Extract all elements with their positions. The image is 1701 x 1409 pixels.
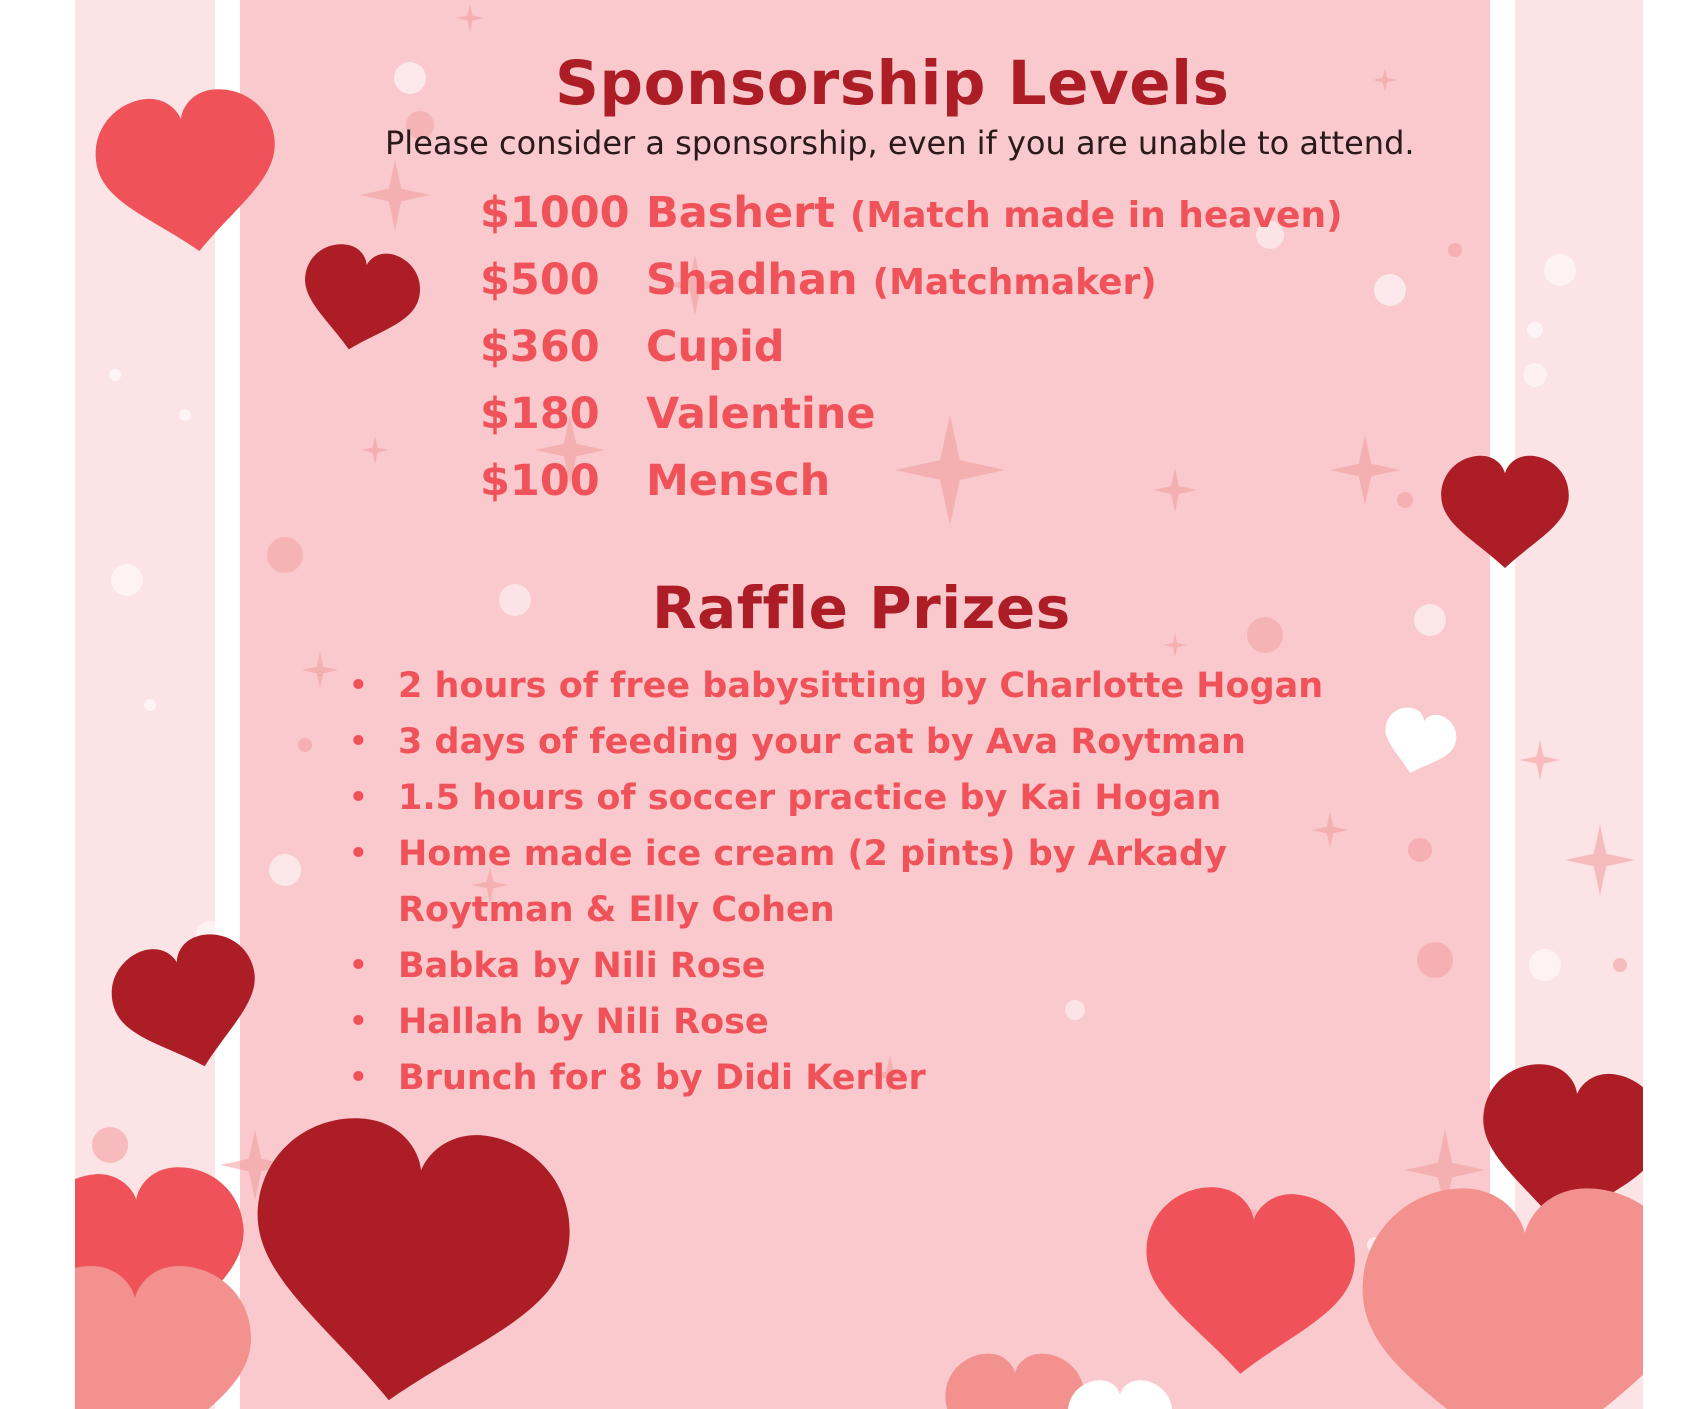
sparkle-icon	[361, 436, 389, 464]
sparkle-icon	[302, 652, 338, 688]
heart-icon	[1136, 1182, 1360, 1383]
dot-icon	[1397, 492, 1413, 508]
dot-icon	[298, 738, 312, 752]
level-title: Valentine	[646, 389, 876, 439]
sparkle-icon	[1330, 435, 1400, 505]
prize-item: • Hallah by Nili Rose	[348, 994, 1398, 1050]
sparkle-icon	[1520, 740, 1560, 780]
raffle-prize-list	[348, 658, 1398, 1106]
level-note: (Matchmaker)	[872, 262, 1157, 303]
sparkle-icon	[456, 4, 484, 32]
dot-icon	[92, 1127, 128, 1163]
level-amount: $180	[480, 389, 600, 439]
level-name	[646, 255, 1157, 305]
level-amount: $100	[480, 456, 600, 506]
dot-icon	[1374, 274, 1406, 306]
dot-icon	[1527, 322, 1543, 338]
level-note: (Match made in heaven)	[849, 195, 1343, 236]
level-name	[646, 188, 1343, 238]
sponsorship-subtitle: Please consider a sponsorship, even if you are unable to attend.	[385, 124, 1415, 162]
sparkle-icon	[895, 415, 1005, 525]
sparkle-icon	[1565, 825, 1635, 895]
dot-icon	[1247, 617, 1283, 653]
dot-icon	[109, 369, 121, 381]
dot-icon	[1417, 942, 1453, 978]
heart-icon	[234, 1106, 582, 1409]
heart-icon	[88, 82, 288, 264]
level-name	[646, 456, 830, 506]
heart-icon	[1441, 456, 1569, 568]
heart-icon	[1068, 1380, 1172, 1409]
level-title: Shadhan	[646, 255, 858, 305]
sparkle-icon	[1373, 68, 1397, 92]
sparkle-icon	[1153, 468, 1197, 512]
dot-icon	[1448, 243, 1462, 257]
dot-icon	[1544, 254, 1576, 286]
prize-item: • Brunch for 8 by Didi Kerler	[348, 1050, 1398, 1106]
dot-icon	[269, 854, 301, 886]
level-title: Cupid	[646, 322, 785, 372]
dot-icon	[1408, 838, 1432, 862]
dot-icon	[267, 537, 303, 573]
dot-icon	[394, 62, 426, 94]
level-title: Bashert	[646, 188, 835, 238]
level-amount: $360	[480, 322, 600, 372]
level-amount: $1000	[480, 188, 630, 238]
prize-item: • 3 days of feeding your cat by Ava Roytman	[348, 714, 1398, 770]
level-name	[646, 389, 876, 439]
heart-icon	[102, 924, 275, 1085]
sponsorship-title: Sponsorship Levels	[555, 48, 1230, 119]
prize-item: • 2 hours of free babysitting by Charlotte Hogan	[348, 658, 1398, 714]
heart-icon	[1363, 1188, 1643, 1409]
raffle-title: Raffle Prizes	[652, 574, 1071, 642]
heart-icon	[292, 238, 427, 362]
sparkle-icon	[1163, 633, 1187, 657]
prize-item: • 1.5 hours of soccer practice by Kai Hogan	[348, 770, 1398, 826]
dot-icon	[179, 409, 191, 421]
dot-icon	[1613, 958, 1627, 972]
level-amount: $500	[480, 255, 600, 305]
prize-item: • Home made ice cream (2 pints) by Arkady Roytman & Elly Cohen	[348, 826, 1398, 938]
dot-icon	[1523, 363, 1547, 387]
dot-icon	[144, 699, 156, 711]
dot-icon	[1414, 604, 1446, 636]
dot-icon	[1529, 949, 1561, 981]
heart-icon	[945, 1354, 1084, 1409]
dot-icon	[111, 564, 143, 596]
dot-icon	[499, 584, 531, 616]
level-title: Mensch	[646, 456, 831, 506]
level-name	[646, 322, 784, 372]
heart-icon	[75, 1266, 251, 1409]
prize-item: • Babka by Nili Rose	[348, 938, 1398, 994]
sparkle-icon	[360, 160, 430, 230]
